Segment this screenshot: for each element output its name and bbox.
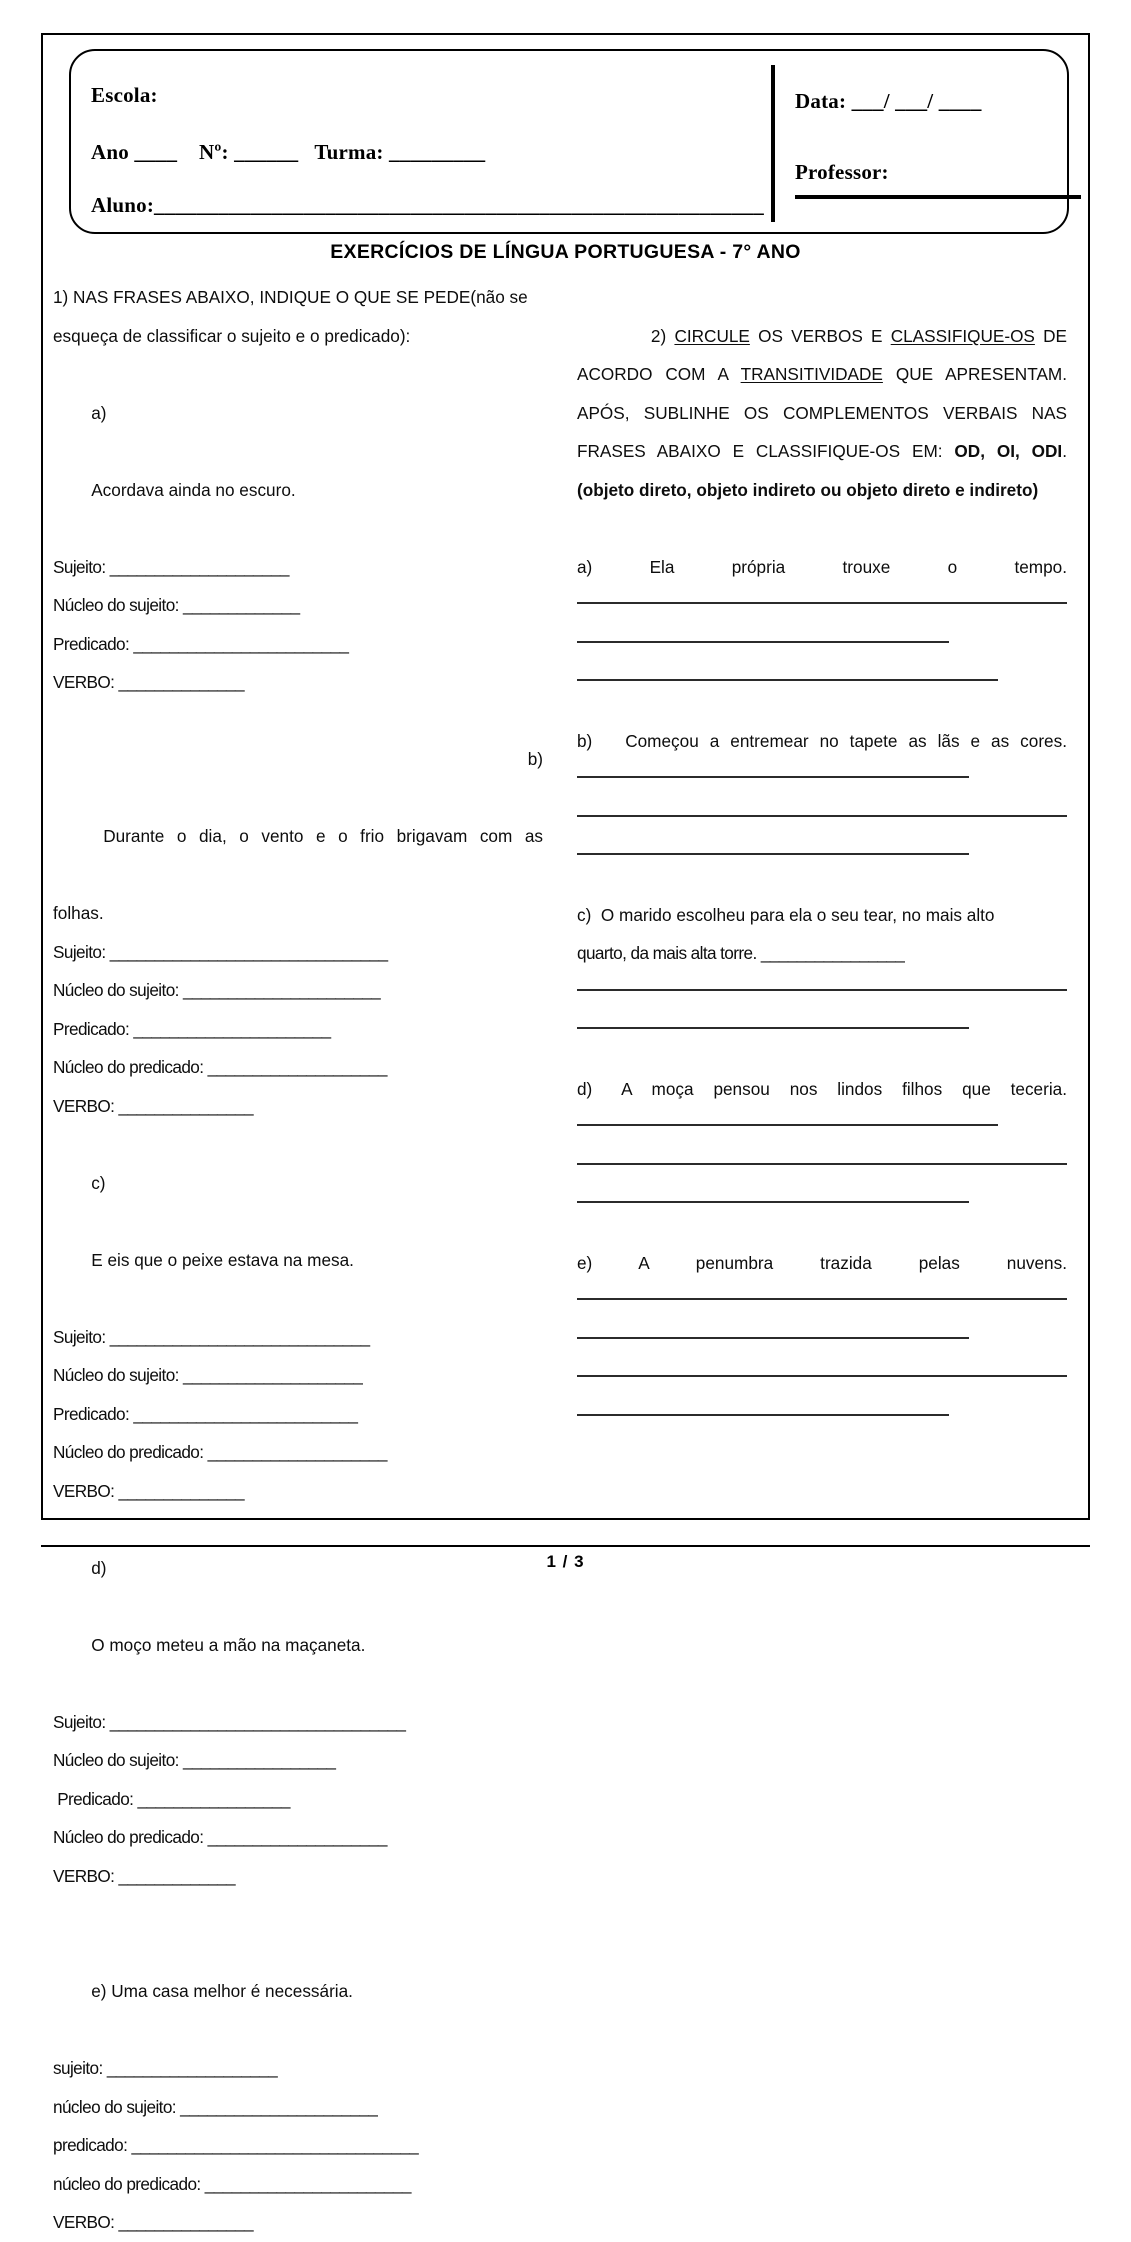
q1-item-c-field-nucleo-sujeito[interactable]: Núcleo do sujeito: ____________________ — [53, 1365, 363, 1385]
q1-item-a-sentence — [53, 355, 543, 548]
page-title: EXERCÍCIOS DE LÍNGUA PORTUGUESA - 7° ANO — [330, 241, 801, 263]
q2-item-c-sentence-line-2[interactable]: quarto, da mais alta torre. ________________ — [577, 943, 905, 963]
q2-item-d-answer-line-2[interactable] — [577, 1147, 1067, 1186]
q1-item-b-field-sujeito[interactable]: Sujeito: _______________________________ — [53, 941, 388, 962]
q2-item-b-answer-line-3[interactable] — [577, 837, 1067, 876]
q1-item-e-sentence — [53, 1895, 543, 2049]
q2-text-3: QUE APRESENTAM. APÓS, SUBLINHE OS COMPLEMENTOS VERBAIS NAS FRASES ABAIXO E CLASSIFIQUE-OS EM: — [577, 364, 1072, 461]
q2-item-e-answer-line-2[interactable] — [577, 1321, 1067, 1360]
q2-item-b-sentence: b) Começou a entremear no tapete as lãs e as cores. — [577, 730, 1067, 751]
q2-item-b-answer-line-2[interactable] — [577, 799, 1067, 838]
q1-item-d-field-nucleo-sujeito[interactable]: Núcleo do sujeito: _________________ — [53, 1750, 336, 1770]
q2-item-d-spacer — [577, 1224, 1067, 1244]
exercise-columns — [43, 278, 1088, 2242]
q2-number: 2) — [642, 325, 675, 346]
q2-item-c-answer-line-2[interactable] — [577, 1011, 1067, 1050]
q2-bold-objeto-definitions: (objeto direto, objeto indireto ou objeto direto e indireto) — [577, 479, 1039, 500]
q2-underline-classifique: CLASSIFIQUE-OS — [890, 325, 1035, 346]
q2-text-1: OS VERBOS E — [749, 325, 891, 346]
numero-field-label[interactable]: Nº: ______ — [199, 140, 299, 164]
q2-bold-od-oi-odi: OD, OI, ODI — [954, 441, 1063, 461]
q2-text-4: . — [1062, 441, 1067, 461]
escola-field-label[interactable]: Escola: — [91, 83, 158, 107]
q1-item-c-text: E eis que o peixe estava na mesa. — [91, 1249, 354, 1270]
aluno-field-label[interactable]: Aluno:_________________________________________________________ — [91, 193, 764, 217]
q1-item-a-field-predicado[interactable]: Predicado: ________________________ — [53, 633, 349, 654]
identification-left-panel — [71, 51, 771, 232]
q1-item-a-field-nucleo-sujeito[interactable]: Núcleo do sujeito: _____________ — [53, 595, 300, 615]
q1-item-d-field-nucleo-predicado[interactable]: Núcleo do predicado: ____________________ — [53, 1827, 387, 1847]
q1-item-d-field-sujeito[interactable]: Sujeito: _________________________________ — [53, 1711, 406, 1732]
q1-item-a-text: Acordava ainda no escuro. — [91, 479, 296, 500]
q1-item-b-field-predicado[interactable]: Predicado: ______________________ — [53, 1018, 331, 1039]
q2-item-c-spacer — [577, 1050, 1067, 1070]
q1-item-e-field-predicado[interactable]: predicado: ________________________________ — [53, 2135, 419, 2155]
q1-item-c-field-verbo[interactable]: VERBO: ______________ — [53, 1480, 244, 1501]
q1-item-a-field-sujeito[interactable]: Sujeito: ____________________ — [53, 556, 289, 577]
q1-item-b-field-nucleo-sujeito[interactable]: Núcleo do sujeito: ______________________ — [53, 980, 381, 1000]
question-1-column — [53, 278, 543, 2242]
q1-item-b-text-1: Durante o dia, o vento e o frio brigavam com as — [103, 826, 544, 846]
professor-field-label[interactable]: Professor: — [795, 160, 889, 184]
q2-item-e-answer-line-4[interactable] — [577, 1398, 1067, 1437]
page-indicator: 1 / 3 — [546, 1552, 585, 1571]
q1-item-d-text: O moço meteu a mão na maçaneta. — [91, 1634, 366, 1655]
q2-prompt — [577, 278, 1072, 548]
q2-item-d-sentence: d) A moça pensou nos lindos filhos que teceria. — [577, 1078, 1067, 1099]
q1-item-e-field-verbo[interactable]: VERBO: _______________ — [53, 2212, 253, 2232]
q1-item-b-sentence-line-2: folhas. — [53, 903, 104, 923]
q1-item-c-field-sujeito[interactable]: Sujeito: _____________________________ — [53, 1326, 370, 1347]
q2-item-a-answer-line-1[interactable] — [577, 586, 1067, 625]
q1-item-b-field-verbo[interactable]: VERBO: _______________ — [53, 1095, 253, 1116]
q1-item-c-field-predicado[interactable]: Predicado: _________________________ — [53, 1403, 358, 1424]
q2-item-a-answer-line-3[interactable] — [577, 663, 1067, 702]
q2-item-c-answer-line-1[interactable] — [577, 973, 1067, 1012]
q2-item-e-answer-line-1[interactable] — [577, 1282, 1067, 1321]
q2-item-d-answer-line-1[interactable] — [577, 1108, 1067, 1147]
q1-item-c-field-nucleo-predicado[interactable]: Núcleo do predicado: ____________________ — [53, 1442, 387, 1462]
q1-item-e-field-nucleo-sujeito[interactable]: núcleo do sujeito: ______________________ — [53, 2096, 378, 2117]
q2-item-b-answer-line-1[interactable] — [577, 760, 1067, 799]
q2-underline-circule: CIRCULE — [674, 325, 750, 346]
q1-item-e-text: e) Uma casa melhor é necessária. — [91, 1981, 353, 2001]
q1-item-d-marker: d) — [91, 1557, 107, 1578]
q1-item-a-marker: a) — [91, 402, 107, 423]
q2-underline-transitividade: TRANSITIVIDADE — [740, 364, 883, 384]
q1-item-e-field-nucleo-predicado[interactable]: núcleo do predicado: _______________________ — [53, 2173, 411, 2194]
q2-text-2: DE ACORDO COM A — [577, 325, 1071, 384]
turma-field-label[interactable]: Turma: _________ — [314, 140, 486, 164]
identification-right-panel — [783, 51, 1067, 232]
q1-item-b-field-nucleo-predicado[interactable]: Núcleo do predicado: ____________________ — [53, 1057, 387, 1077]
ano-field-label[interactable]: Ano ____ — [91, 140, 178, 164]
q1-item-c-marker: c) — [91, 1172, 106, 1193]
question-2-column — [577, 278, 1072, 2242]
q2-item-e-answer-line-3[interactable] — [577, 1359, 1067, 1398]
q2-item-d-answer-line-3[interactable] — [577, 1185, 1067, 1224]
data-field-label[interactable]: Data: ___/ ___/ ____ — [795, 89, 982, 113]
q2-item-a-answer-line-2[interactable] — [577, 625, 1067, 664]
q1-item-b-sentence-line-1 — [53, 702, 543, 895]
q1-prompt-line-2: esqueça de classificar o sujeito e o predicado): — [53, 325, 411, 346]
professor-signature-rule — [795, 195, 1081, 199]
q2-item-e-sentence: e) A penumbra trazida pelas nuvens. — [577, 1252, 1067, 1273]
identification-divider — [771, 65, 775, 222]
student-identification-box — [69, 49, 1069, 234]
footer-divider — [41, 1545, 1090, 1547]
q2-item-a-sentence: a) Ela própria trouxe o tempo. — [577, 556, 1067, 577]
q1-item-d-sentence — [53, 1510, 543, 1703]
q2-item-b-spacer — [577, 876, 1067, 896]
q1-item-e-field-sujeito[interactable]: sujeito: ___________________ — [53, 2058, 278, 2078]
q1-item-d-field-verbo[interactable]: VERBO: _____________ — [53, 1865, 235, 1886]
q1-item-c-sentence — [53, 1125, 543, 1318]
ano-turma-row — [91, 140, 771, 165]
q1-item-d-field-predicado[interactable]: Predicado: _________________ — [53, 1788, 290, 1809]
q1-prompt-line-1: 1) NAS FRASES ABAIXO, INDIQUE O QUE SE PEDE(não se — [53, 287, 528, 307]
q2-item-a-spacer — [577, 702, 1067, 722]
q2-item-c-sentence-line-1: c) O marido escolheu para ela o seu tear, no mais alto — [577, 904, 995, 925]
q1-item-a-field-verbo[interactable]: VERBO: ______________ — [53, 672, 244, 692]
q1-item-b-marker: b) — [527, 749, 543, 769]
